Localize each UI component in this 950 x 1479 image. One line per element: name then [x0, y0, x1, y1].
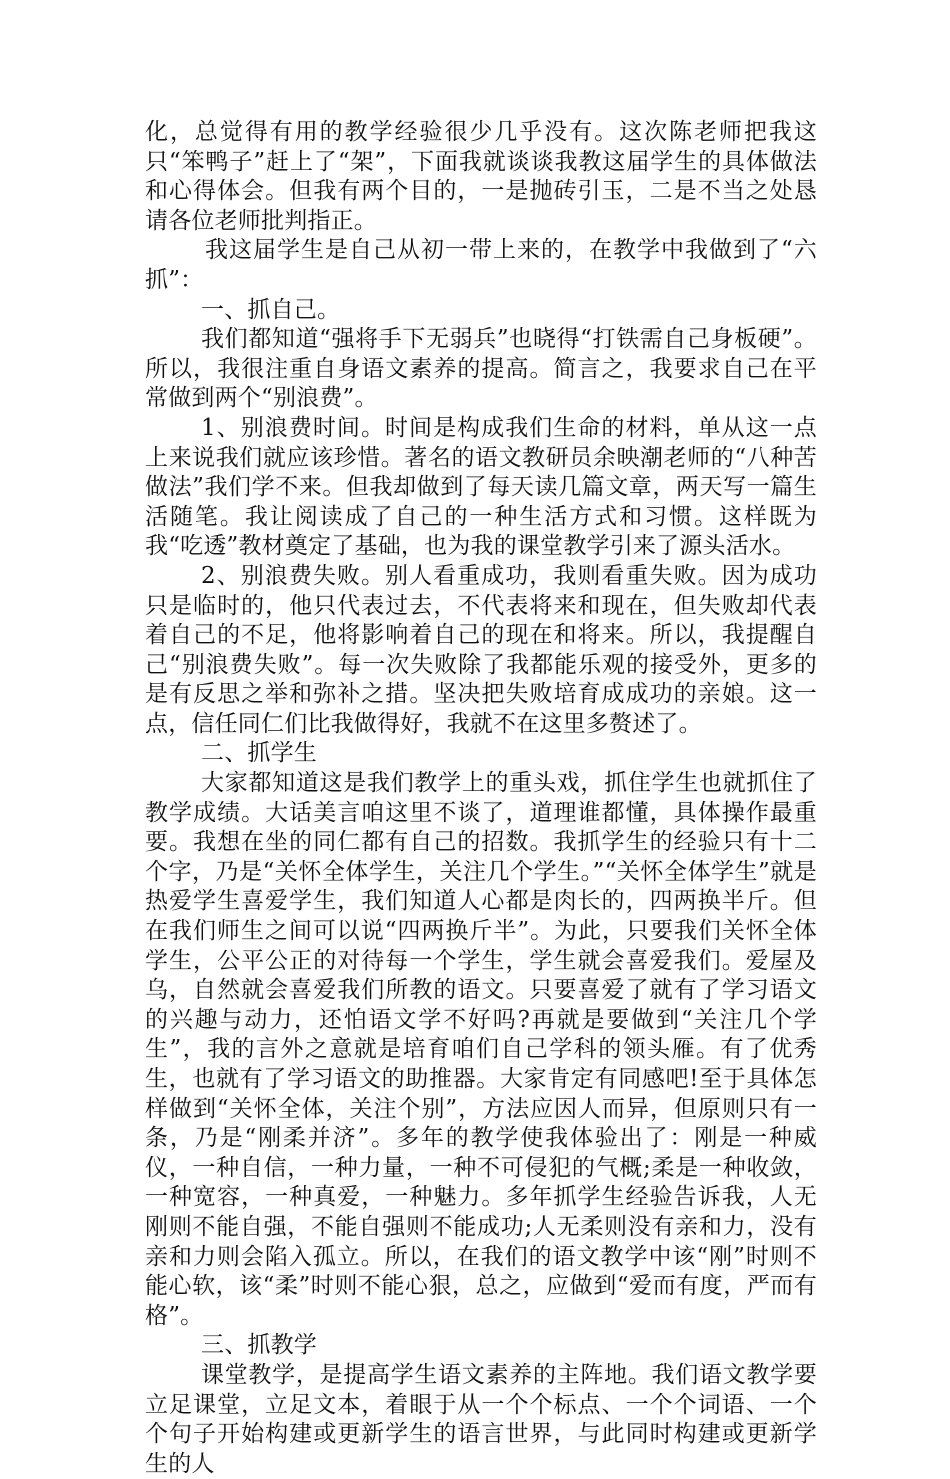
document-page: [145, 118, 817, 1479]
heading-grab-self: 一、抓自己。: [201, 296, 341, 323]
paragraph-grab-self: 我们都知道“强将手下无弱兵”也晓得“打铁需自己身板硬”。所以，我很注重自身语文素养的提高。简言之，我要求自己在平常做到两个“别浪费”。: [145, 326, 817, 412]
paragraph-six-grabs: 我这届学生是自己从初一带上来的，在教学中我做到了“六抓”：: [145, 237, 817, 293]
paragraph-grab-students: 大家都知道这是我们教学上的重头戏，抓住学生也就抓住了教学成绩。大话美言咱这里不谈了，道理谁都懂，具体操作最重要。我想在坐的同仁都有自己的招数。我抓学生的经验只有十二个字，乃是“关怀全体学生，关注几个学生。”“关怀全体学生”就是热爱学生喜爱学生，我们知道人心都是肉长的，四两换半斤。但在我们师生之间可以说“四两换斤半”。为此，只要我们关怀全体学生，公平公正的对待每一个学生，学生就会喜爱我们。爱屋及乌，自然就会喜爱我们所教的语文。只要喜爱了就有了学习语文的兴趣与动力，还怕语文学不好吗?再就是要做到“关注几个学生”，我的言外之意就是培育咱们自己学科的领头雁。有了优秀生，也就有了学习语文的助推器。大家肯定有同感吧!至于具体怎样做到“关怀全体，关注个别”，方法应因人而异，但原则只有一条，乃是“刚柔并济”。多年的教学使我体验出了：刚是一种威仪，一种自信，一种力量，一种不可侵犯的气概;柔是一种收敛，一种宽容，一种真爱，一种魅力。多年抓学生经验告诉我，人无刚则不能自强，不能自强则不能成功;人无柔则没有亲和力，没有亲和力则会陷入孤立。所以，在我们的语文教学中该“刚”时则不能心软，该“柔”时则不能心狠，总之，应做到“爱而有度，严而有格”。: [145, 770, 817, 1329]
heading-grab-teaching: 三、抓教学: [201, 1332, 317, 1359]
paragraph-dont-waste-time: 1、别浪费时间。时间是构成我们生命的材料，单从这一点上来说我们就应该珍惜。著名的语文教研员余映潮老师的“八种苦做法”我们学不来。但我却做到了每天读几篇文章，两天写一篇生活随笔。我让阅读成了自己的一种生活方式和习惯。这样既为我“吃透”教材奠定了基础，也为我的课堂教学引来了源头活水。: [145, 414, 817, 560]
paragraph-intro: 化，总觉得有用的教学经验很少几乎没有。这次陈老师把我这只“笨鸭子”赶上了“架”，下面我就谈谈我教这届学生的具体做法和心得体会。但我有两个目的，一是抛砖引玉，二是不当之处恳请各位老师批判指正。: [145, 119, 817, 234]
heading-grab-students: 二、抓学生: [201, 740, 317, 767]
paragraph-dont-waste-failure: 2、别浪费失败。别人看重成功，我则看重失败。因为成功只是临时的，他只代表过去，不代表将来和现在，但失败却代表着自己的不足，他将影响着自己的现在和将来。所以，我提醒自己“别浪费失败”。每一次失败除了我都能乐观的接受外，更多的是有反思之举和弥补之措。坚决把失败培育成成功的亲娘。这一点，信任同仁们比我做得好，我就不在这里多赘述了。: [145, 562, 817, 737]
paragraph-grab-teaching: 课堂教学，是提高学生语文素养的主阵地。我们语文教学要立足课堂，立足文本，着眼于从一个个标点、一个个词语、一个个句子开始构建或更新学生的语言世界，与此同时构建或更新学生的人: [145, 1361, 817, 1477]
